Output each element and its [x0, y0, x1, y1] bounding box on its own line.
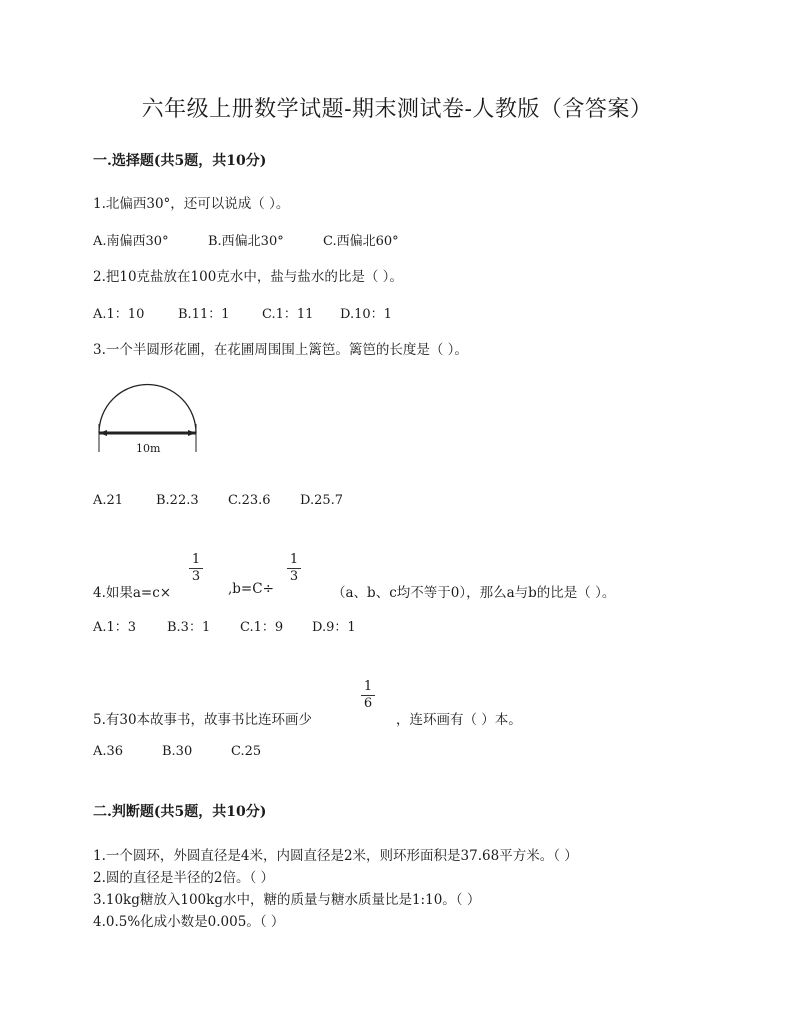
q4-option-b: B.3：1	[167, 620, 211, 635]
q3-option-c: C.23.6	[228, 493, 271, 508]
q1-option-a: A.南偏西30°	[93, 234, 169, 249]
q4-fraction-1	[189, 553, 203, 583]
fraction-numerator: 1	[363, 679, 373, 694]
question-1: 1.北偏西30°，还可以说成（ ）。	[93, 196, 290, 212]
fraction-denominator: 6	[363, 695, 373, 711]
q5-option-b: B.30	[162, 744, 193, 759]
q4-option-d: D.9：1	[312, 620, 356, 635]
judgment-item-3: 3.10kg糖放入100kg水中，糖的质量与糖水质量比是1:10。（ ）	[93, 892, 481, 908]
question-3: 3.一个半圆形花圃，在花圃周围围上篱笆。篱笆的长度是（ ）。	[93, 342, 468, 358]
q3-option-a: A.21	[93, 493, 124, 508]
judgment-item-1: 1.一个圆环，外圆直径是4米，内圆直径是2米，则环形面积是37.68平方米。（ ）	[93, 848, 578, 864]
question-5-part2: ，连环画有（ ）本。	[396, 712, 522, 728]
q2-option-b: B.11：1	[178, 307, 230, 322]
judgment-item-2: 2.圆的直径是半径的2倍。（ ）	[93, 870, 275, 886]
fraction-denominator: 3	[191, 568, 201, 584]
judgment-item-4: 4.0.5%化成小数是0.005。（ ）	[93, 914, 285, 930]
q2-option-a: A.1：10	[93, 307, 145, 322]
q5-option-a: A.36	[93, 744, 124, 759]
question-2: 2.把10克盐放在100克水中，盐与盐水的比是（ ）。	[93, 269, 403, 285]
q2-option-d: D.10：1	[340, 307, 392, 322]
q4-fraction-2	[287, 553, 301, 583]
fraction-numerator: 1	[191, 552, 201, 567]
q5-fraction	[361, 680, 375, 710]
figure-label-diameter: 10m	[136, 442, 161, 455]
question-4-part2: ,b=C÷	[228, 581, 274, 597]
question-4-part1: 4.如果a=c×	[93, 585, 172, 601]
q1-option-c: C.西偏北60°	[323, 234, 399, 249]
page-title: 六年级上册数学试题-期末测试卷-人教版（含答案）	[141, 97, 653, 122]
q2-option-c: C.1：11	[262, 307, 314, 322]
q5-option-c: C.25	[231, 744, 262, 759]
q4-option-c: C.1：9	[240, 620, 284, 635]
section-heading-choice: 一.选择题(共5题，共10分)	[93, 153, 267, 169]
q3-option-d: D.25.7	[300, 493, 344, 508]
q3-option-b: B.22.3	[156, 493, 199, 508]
fraction-denominator: 3	[289, 568, 299, 584]
q4-option-a: A.1：3	[93, 620, 137, 635]
fraction-numerator: 1	[289, 552, 299, 567]
q1-option-b: B.西偏北30°	[208, 234, 284, 249]
question-4-part3: （a、b、c均不等于0），那么a与b的比是（ ）。	[332, 585, 616, 601]
section-heading-judgment: 二.判断题(共5题，共10分)	[93, 804, 267, 820]
question-5-part1: 5.有30本故事书，故事书比连环画少	[93, 712, 313, 728]
